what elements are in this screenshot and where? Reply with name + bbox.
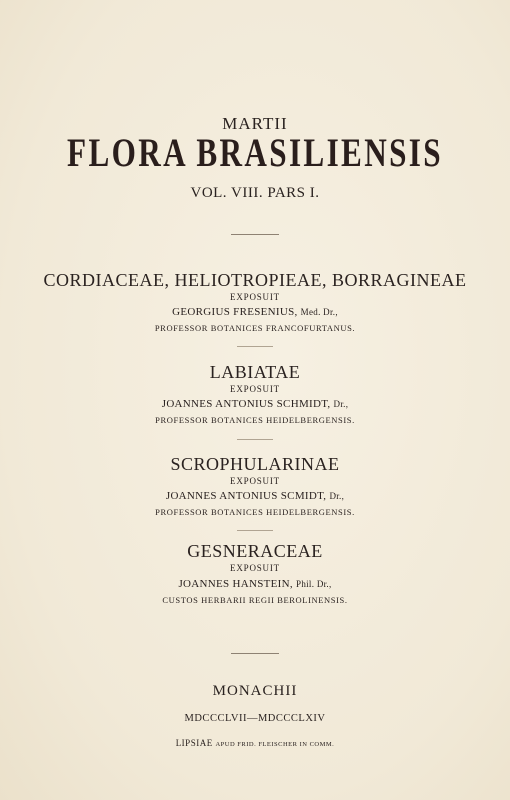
publisher-city: LIPSIAE [175, 738, 213, 748]
exposuit-label: EXPOSUIT [230, 563, 280, 573]
author-degree: Dr., [329, 491, 345, 501]
author-degree: Med. Dr., [300, 307, 338, 317]
imprint-city: MONACHII [212, 683, 298, 699]
author-name: JOANNES HANSTEIN, [178, 578, 293, 590]
exposuit-label: EXPOSUIT [230, 476, 280, 486]
divider-rule [231, 234, 279, 235]
divider-rule [231, 653, 279, 654]
author-name: JOANNES ANTONIUS SCHMIDT, [161, 398, 331, 410]
imprint-publisher [0, 738, 510, 748]
author-position: CUSTOS HERBARII REGII BEROLINENSIS. [162, 595, 348, 605]
section-author [0, 398, 510, 410]
section-author [0, 490, 510, 502]
section-title: LABIATAE [209, 362, 301, 382]
author-position: PROFESSOR BOTANICES HEIDELBERGENSIS. [155, 507, 355, 517]
book-title: FLORA BRASILIENSIS [67, 130, 443, 175]
exposuit-label: EXPOSUIT [230, 384, 280, 394]
author-position: PROFESSOR BOTANICES FRANCOFURTANUS. [154, 323, 356, 333]
author-heading: MARTII [222, 114, 288, 133]
author-name: GEORGIUS FRESENIUS, [172, 306, 298, 318]
publisher-detail: APUD FRID. FLEISCHER IN COMM. [215, 741, 335, 748]
divider-rule [237, 346, 273, 347]
divider-rule [237, 439, 273, 440]
divider-rule [237, 530, 273, 531]
author-position: PROFESSOR BOTANICES HEIDELBERGENSIS. [155, 415, 355, 425]
exposuit-label: EXPOSUIT [230, 292, 280, 302]
section-title: GESNERACEAE [187, 541, 323, 561]
volume-label: VOL. VIII. PARS I. [190, 185, 320, 201]
section-author [0, 578, 510, 590]
imprint-years: MDCCCLVII—MDCCCLXIV [184, 713, 326, 724]
author-degree: Phil. Dr., [296, 579, 332, 589]
author-name: JOANNES ANTONIUS SCMIDT, [165, 490, 327, 502]
section-title: CORDIACEAE, HELIOTROPIEAE, BORRAGINEAE [43, 270, 467, 290]
section-author [0, 306, 510, 318]
author-degree: Dr., [333, 399, 349, 409]
section-title: SCROPHULARINAE [170, 454, 340, 474]
